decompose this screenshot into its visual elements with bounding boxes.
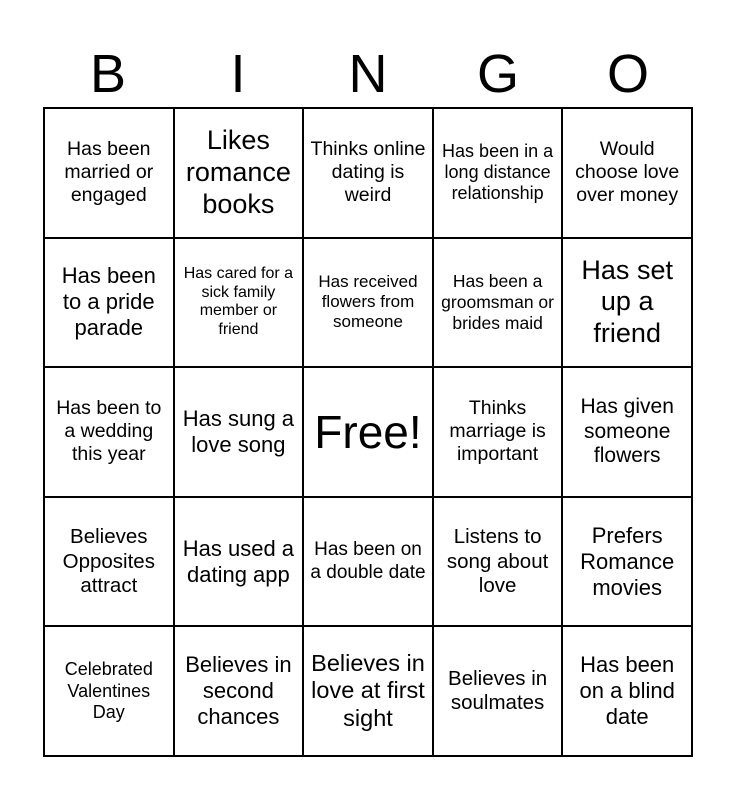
header-letter-g: G bbox=[476, 44, 519, 104]
bingo-cell-text: Has been to a wedding this year bbox=[56, 397, 162, 466]
bingo-cell-text: Has set up a friend bbox=[581, 254, 673, 349]
bingo-cell[interactable] bbox=[45, 109, 175, 239]
bingo-grid bbox=[43, 107, 693, 757]
bingo-cell[interactable] bbox=[175, 239, 305, 369]
bingo-cell-text: Has been on a blind date bbox=[579, 652, 675, 730]
bingo-cell-text: Prefers Romance movies bbox=[580, 522, 675, 600]
bingo-cell[interactable] bbox=[434, 627, 564, 757]
bingo-cell-text: Celebrated Valentines Day bbox=[64, 659, 153, 722]
bingo-cell[interactable] bbox=[434, 109, 564, 239]
bingo-cell-text: Has sung a love song bbox=[182, 406, 295, 457]
bingo-cell-text: Likes romance books bbox=[185, 125, 291, 219]
bingo-cell[interactable] bbox=[175, 109, 305, 239]
bingo-cell[interactable] bbox=[434, 239, 564, 369]
bingo-cell-text: Has been married or engaged bbox=[64, 138, 154, 207]
bingo-header bbox=[43, 40, 693, 108]
bingo-cell-text: Thinks marriage is important bbox=[449, 397, 546, 466]
bingo-cell-text: Thinks online dating is weird bbox=[310, 138, 426, 207]
bingo-cell[interactable] bbox=[175, 368, 305, 498]
free-space-text: Free! bbox=[314, 405, 422, 458]
bingo-cell-text: Believes in love at first sight bbox=[311, 649, 425, 732]
bingo-cell-text: Has received flowers from someone bbox=[318, 272, 418, 332]
bingo-cell[interactable] bbox=[563, 368, 693, 498]
bingo-cell-text: Has used a dating app bbox=[182, 535, 295, 587]
bingo-cell[interactable] bbox=[45, 368, 175, 498]
bingo-cell-text: Would choose love over money bbox=[575, 138, 680, 207]
bingo-cell[interactable] bbox=[563, 239, 693, 369]
bingo-cell[interactable] bbox=[175, 627, 305, 757]
bingo-cell-text: Has given someone flowers bbox=[580, 394, 674, 468]
bingo-cell[interactable] bbox=[45, 239, 175, 369]
bingo-cell-text: Has been in a long distance relationship bbox=[442, 140, 554, 204]
bingo-cell[interactable] bbox=[563, 627, 693, 757]
bingo-cell[interactable] bbox=[304, 498, 434, 628]
bingo-cell[interactable] bbox=[434, 498, 564, 628]
bingo-cell[interactable] bbox=[304, 627, 434, 757]
bingo-cell-text: Listens to song about love bbox=[446, 525, 549, 597]
bingo-cell[interactable] bbox=[563, 109, 693, 239]
bingo-cell-text: Has been to a pride parade bbox=[61, 263, 156, 341]
bingo-cell-text: Has been on a double date bbox=[310, 539, 426, 583]
bingo-cell free-space[interactable] bbox=[304, 368, 434, 498]
bingo-cell[interactable] bbox=[563, 498, 693, 628]
bingo-cell[interactable] bbox=[45, 627, 175, 757]
bingo-cell[interactable] bbox=[304, 239, 434, 369]
header-letter-b: B bbox=[89, 44, 127, 104]
bingo-cell-text: Has cared for a sick family member or friend bbox=[183, 264, 294, 339]
header-letter-o: O bbox=[606, 44, 649, 104]
bingo-cell[interactable] bbox=[175, 498, 305, 628]
bingo-cell-text: Believes in soulmates bbox=[448, 667, 548, 715]
bingo-cell-text: Believes Opposites attract bbox=[62, 525, 155, 597]
bingo-cell-text: Believes in second chances bbox=[185, 652, 292, 730]
bingo-cell[interactable] bbox=[304, 109, 434, 239]
header-letter-i: I bbox=[230, 44, 246, 104]
header-letter-n: N bbox=[348, 44, 388, 104]
bingo-cell-text: Has been a groomsman or brides maid bbox=[441, 271, 554, 333]
bingo-cell[interactable] bbox=[45, 498, 175, 628]
bingo-cell[interactable] bbox=[434, 368, 564, 498]
